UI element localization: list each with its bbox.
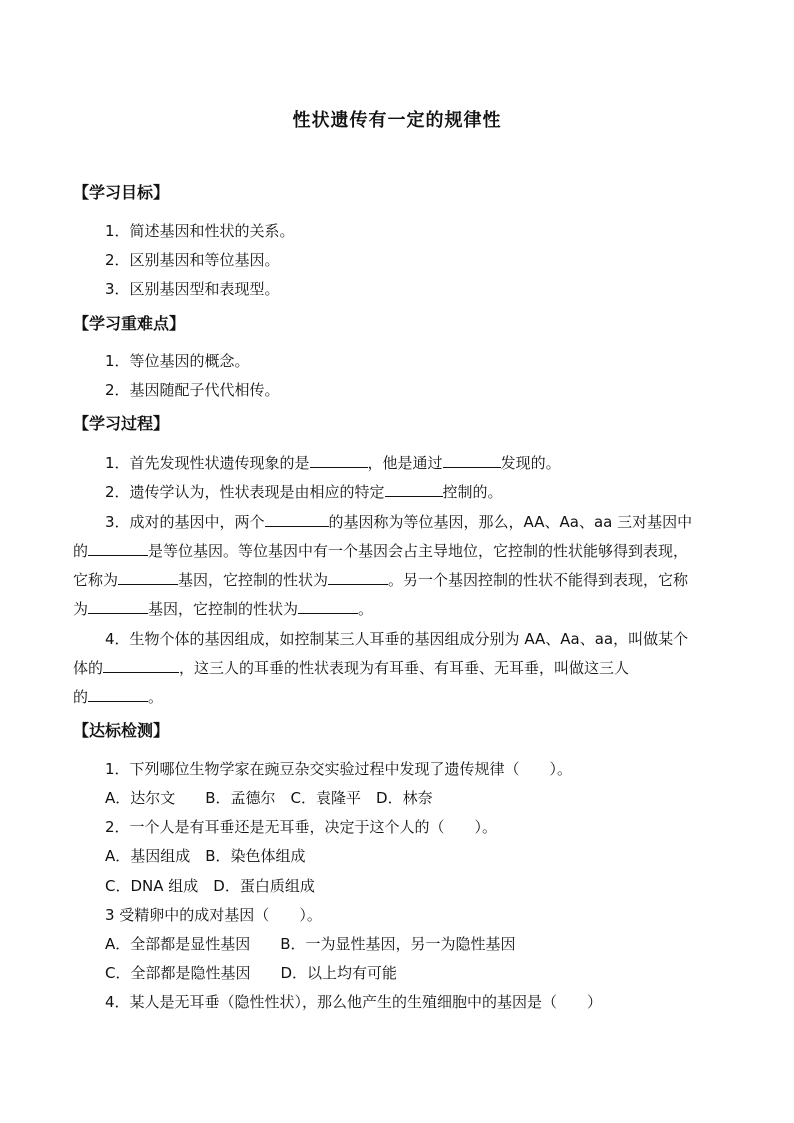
fill-blank[interactable] [443,453,501,468]
text-segment: 1．首先发现性状遗传现象的是 [105,454,310,472]
test-options-3b: C．全部都是隐性基因 D．以上均有可能 [105,964,398,982]
test-question-3: 3 受精卵中的成对基因（ ）。 [105,906,322,924]
key-point-item-1: 1．等位基因的概念。 [105,352,250,370]
text-segment: 。 [358,600,374,618]
test-options-3a: A．全部都是显性基因 B．一为显性基因，另一为隐性基因 [105,935,516,953]
process-question-4-line-2 [73,657,629,678]
text-segment: ，他是通过 [367,454,443,472]
section-heading-key-points: 【学习重难点】 [73,314,186,333]
process-question-1 [105,452,561,473]
text-segment: 的基因称为等位基因，那么，AA、Aa、aa 三对基因中 [328,513,693,531]
text-segment: 2．遗传学认为，性状表现是由相应的特定 [105,483,385,501]
text-segment: 3．成对的基因中，两个 [105,513,265,531]
text-segment: 它称为 [73,571,119,589]
text-segment: 。另一个基因控制的性状不能得到表现，它称 [388,571,689,589]
text-segment: 控制的。 [442,483,503,501]
text-segment: 基因，它控制的性状为 [148,600,299,618]
text-segment: ，这三人的耳垂的性状表现为有耳垂、有耳垂、无耳垂，叫做这三人 [179,659,630,677]
section-heading-process: 【学习过程】 [73,414,170,433]
goal-item-3: 3．区别基因型和表现型。 [105,280,280,298]
fill-blank[interactable] [88,541,148,556]
page-title: 性状遗传有一定的规律性 [292,110,502,131]
fill-blank[interactable] [118,570,178,585]
test-options-1: A．达尔文 B．孟德尔 C．袁隆平 D．林奈 [105,789,433,807]
test-options-2b: C．DNA 组成 D．蛋白质组成 [105,877,315,895]
text-segment: 。 [148,688,164,706]
text-segment: 是等位基因。等位基因中有一个基因会占主导地位，它控制的性状能够得到表现， [148,542,689,560]
process-question-3-line-4 [73,598,373,619]
text-segment: 基因，它控制的性状为 [178,571,329,589]
test-question-4: 4．某人是无耳垂（隐性性状），那么他产生的生殖细胞中的基因是（ ） [105,993,603,1011]
text-segment: 为 [73,600,89,618]
process-question-4-line-3 [73,686,163,707]
fill-blank[interactable] [298,599,358,614]
process-question-2 [105,481,503,502]
fill-blank[interactable] [103,658,179,673]
goal-item-1: 1．简述基因和性状的关系。 [105,222,295,240]
fill-blank[interactable] [328,570,388,585]
key-point-item-2: 2．基因随配子代代相传。 [105,381,280,399]
text-segment: 体的 [73,659,104,677]
fill-blank[interactable] [265,512,329,527]
test-options-2a: A．基因组成 B．染色体组成 [105,847,306,865]
text-segment: 发现的。 [500,454,561,472]
test-question-1: 1．下列哪位生物学家在豌豆杂交实验过程中发现了遗传规律（ ）。 [105,760,573,778]
section-heading-test: 【达标检测】 [73,721,170,740]
fill-blank[interactable] [88,687,148,702]
goal-item-2: 2．区别基因和等位基因。 [105,251,280,269]
fill-blank[interactable] [310,453,368,468]
process-question-3-line-1 [105,511,692,532]
text-segment: 4．生物个体的基因组成，如控制某三人耳垂的基因组成分别为 AA、Aa、aa，叫做某个 [105,630,689,648]
process-question-3-line-2 [73,540,688,561]
fill-blank[interactable] [88,599,148,614]
process-question-4-line-1 [105,628,688,649]
process-question-3-line-3 [73,569,688,590]
test-question-2: 2．一个人是有耳垂还是无耳垂，决定于这个人的（ ）。 [105,818,498,836]
text-segment: 的 [73,688,89,706]
fill-blank[interactable] [385,482,443,497]
section-heading-goals: 【学习目标】 [73,183,170,202]
text-segment: 的 [73,542,89,560]
